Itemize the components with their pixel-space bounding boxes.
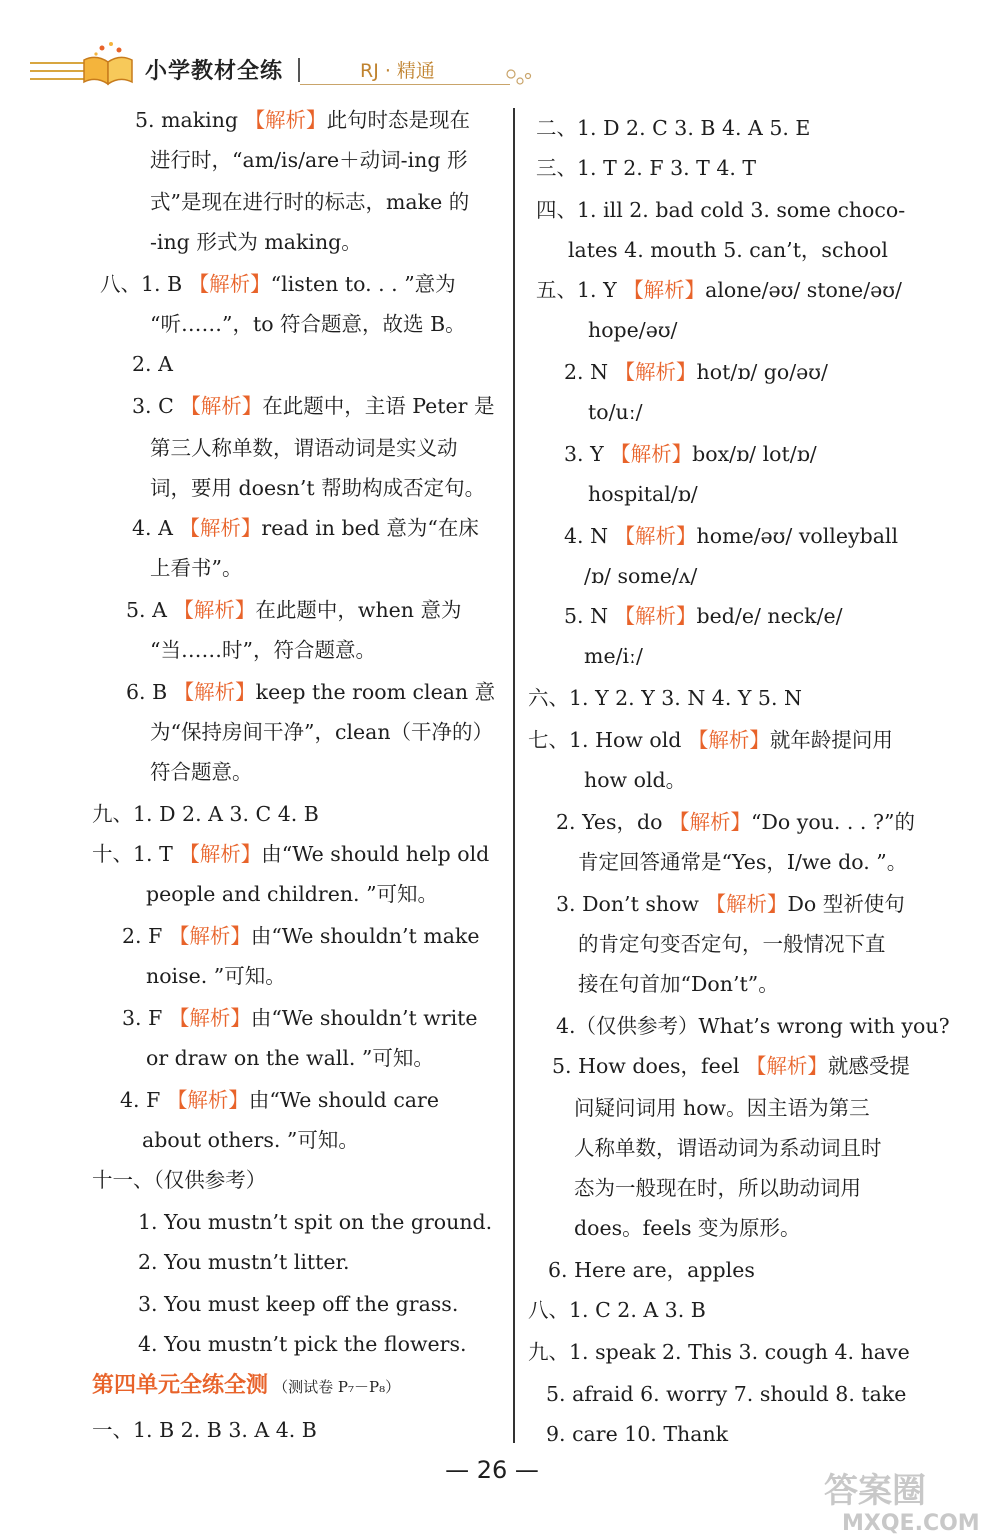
analysis-tag: 【解析】 bbox=[610, 442, 693, 466]
answer-text: 的肯定句变否定句，一般情况下直 bbox=[578, 932, 886, 956]
answer-text: 3. Y bbox=[564, 442, 611, 466]
answer-text: Do 型祈使句 bbox=[787, 892, 905, 916]
answer-text: 3. F bbox=[122, 1006, 169, 1030]
answer-line bbox=[138, 1248, 350, 1276]
answer-text: 二、1. D 2. C 3. B 4. A 5. E bbox=[536, 116, 811, 140]
answer-text: 十、1. T bbox=[92, 842, 180, 866]
answer-text: 6. B bbox=[126, 680, 174, 704]
answer-line bbox=[528, 684, 802, 712]
answer-text: 6. Here are，apples bbox=[548, 1258, 755, 1282]
answer-line bbox=[536, 196, 905, 224]
answer-text: to/uː/ bbox=[588, 400, 643, 424]
answer-line bbox=[92, 1166, 266, 1194]
answer-text: 此句时态是现在 bbox=[326, 108, 471, 132]
answer-line bbox=[564, 522, 898, 550]
answer-line bbox=[100, 270, 456, 298]
column-divider bbox=[513, 108, 515, 1443]
answer-text: 4. N bbox=[564, 524, 615, 548]
answer-text: 4.（仅供参考）What’s wrong with you? bbox=[556, 1014, 950, 1038]
answer-line bbox=[574, 1134, 882, 1162]
analysis-tag: 【解析】 bbox=[180, 394, 263, 418]
answer-line bbox=[536, 276, 902, 304]
book-icon bbox=[78, 38, 138, 88]
answer-line bbox=[126, 596, 462, 624]
answer-line bbox=[528, 726, 893, 754]
analysis-tag: 【解析】 bbox=[668, 810, 751, 834]
answer-text: 一、1. B 2. B 3. A 4. B bbox=[92, 1418, 317, 1442]
answer-line bbox=[92, 1416, 317, 1444]
answer-line bbox=[578, 848, 907, 876]
answer-text: “听……”，to 符合题意，故选 B。 bbox=[150, 312, 466, 336]
answer-text: 九、1. D 2. A 3. C 4. B bbox=[92, 802, 319, 826]
answer-line bbox=[150, 188, 469, 216]
analysis-tag: 【解析】 bbox=[179, 842, 262, 866]
answer-text: keep the room clean 意 bbox=[255, 680, 496, 704]
unit-heading-row bbox=[92, 1372, 400, 1401]
answer-text: 3. You must keep off the grass. bbox=[138, 1292, 459, 1316]
answer-line bbox=[150, 758, 253, 786]
answer-text: 5. making bbox=[135, 108, 245, 132]
answer-line bbox=[122, 1004, 478, 1032]
answer-text: 七、1. How old bbox=[528, 728, 688, 752]
answer-text: 八、1. C 2. A 3. B bbox=[528, 1298, 706, 1322]
answer-line bbox=[588, 398, 643, 426]
answer-text: 2. N bbox=[564, 360, 615, 384]
answer-line bbox=[564, 602, 843, 630]
answer-text: home/əʊ/ volleyball bbox=[696, 524, 899, 548]
answer-text: 9. care 10. Thank bbox=[546, 1422, 729, 1446]
answer-text: 2. F bbox=[122, 924, 169, 948]
analysis-tag: 【解析】 bbox=[173, 598, 256, 622]
analysis-tag: 【解析】 bbox=[244, 108, 327, 132]
answer-line bbox=[568, 236, 888, 264]
answer-text: 5. A bbox=[126, 598, 174, 622]
answer-line bbox=[574, 1214, 801, 1242]
answer-text: 3. Don’t show bbox=[556, 892, 706, 916]
answer-text: 2. Yes，do bbox=[556, 810, 669, 834]
answer-text: 式”是现在进行时的标志，make 的 bbox=[150, 190, 470, 214]
answer-line bbox=[150, 310, 466, 338]
answer-text: 5. How does，feel bbox=[552, 1054, 746, 1078]
answer-line bbox=[536, 154, 756, 182]
answer-line bbox=[584, 562, 697, 590]
answer-line bbox=[556, 808, 915, 836]
answer-text: 五、1. Y bbox=[536, 278, 624, 302]
answer-line bbox=[584, 642, 643, 670]
answer-line bbox=[132, 350, 173, 378]
answer-line bbox=[142, 1126, 359, 1154]
answer-text: or draw on the wall. ”可知。 bbox=[146, 1046, 434, 1070]
analysis-tag: 【解析】 bbox=[745, 1054, 828, 1078]
answer-line bbox=[564, 440, 817, 468]
analysis-tag: 【解析】 bbox=[188, 272, 271, 296]
header-separator bbox=[298, 58, 300, 82]
watermark-logo bbox=[812, 1466, 982, 1536]
answer-text: 人称单数，谓语动词为系动词且时 bbox=[574, 1136, 882, 1160]
answer-text: 由“We shouldn’t make bbox=[250, 924, 480, 948]
answer-line bbox=[92, 840, 489, 868]
answer-line bbox=[578, 970, 779, 998]
unit-heading-note: （测试卷 P₇－P₈） bbox=[273, 1378, 401, 1396]
answer-line bbox=[528, 1338, 910, 1366]
answer-text: box/ɒ/ lot/ɒ/ bbox=[692, 442, 817, 466]
answer-line bbox=[574, 1094, 870, 1122]
answer-text: 就年龄提问用 bbox=[769, 728, 893, 752]
answer-text: “Do you. . . ?”的 bbox=[750, 810, 915, 834]
watermark-line2: MXQE.COM bbox=[842, 1511, 980, 1536]
answer-line bbox=[552, 1052, 910, 1080]
answer-text: 在此题中，主语 Peter 是 bbox=[262, 394, 495, 418]
answer-text: noise. ”可知。 bbox=[146, 964, 286, 988]
answer-text: 4. You mustn’t pick the flowers. bbox=[138, 1332, 467, 1356]
answer-text: people and children. ”可知。 bbox=[146, 882, 439, 906]
analysis-tag: 【解析】 bbox=[166, 1088, 249, 1112]
answer-line bbox=[146, 962, 286, 990]
answer-text: 在此题中，when 意为 bbox=[255, 598, 462, 622]
answer-text: 肯定回答通常是“Yes，I/we do. ”。 bbox=[578, 850, 908, 874]
answer-text: 3. C bbox=[132, 394, 181, 418]
answer-text: about others. ”可知。 bbox=[142, 1128, 359, 1152]
answer-line bbox=[150, 434, 458, 462]
answer-line bbox=[92, 800, 319, 828]
answer-text: “listen to. . . ”意为 bbox=[270, 272, 456, 296]
answer-text: read in bed 意为“在床 bbox=[261, 516, 479, 540]
answer-text: bed/e/ neck/e/ bbox=[696, 604, 843, 628]
answer-line bbox=[578, 930, 886, 958]
answer-text: 由“We should care bbox=[248, 1088, 439, 1112]
answer-text: -ing 形式为 making。 bbox=[150, 230, 362, 254]
answer-text: 为“保持房间干净”，clean（干净的） bbox=[150, 720, 494, 744]
answer-text: 四、1. ill 2. bad cold 3. some choco- bbox=[536, 198, 906, 222]
answer-text: 4. F bbox=[120, 1088, 167, 1112]
analysis-tag: 【解析】 bbox=[705, 892, 788, 916]
answer-line bbox=[138, 1208, 492, 1236]
answer-line bbox=[548, 1256, 755, 1284]
answer-text: 2. A bbox=[132, 352, 173, 376]
analysis-tag: 【解析】 bbox=[687, 728, 770, 752]
answer-line bbox=[150, 718, 493, 746]
answer-line bbox=[528, 1296, 706, 1324]
answer-text: 接在句首加“Don’t”。 bbox=[578, 972, 779, 996]
answer-text: 1. You mustn’t spit on the ground. bbox=[138, 1210, 493, 1234]
analysis-tag: 【解析】 bbox=[179, 516, 262, 540]
answer-line bbox=[536, 114, 810, 142]
analysis-tag: 【解析】 bbox=[173, 680, 256, 704]
answer-line bbox=[135, 106, 470, 134]
answer-text: 三、1. T 2. F 3. T 4. T bbox=[536, 156, 757, 180]
answer-text: 九、1. speak 2. This 3. cough 4. have bbox=[528, 1340, 910, 1364]
analysis-tag: 【解析】 bbox=[168, 924, 251, 948]
answer-line bbox=[556, 1012, 950, 1040]
answer-text: 六、1. Y 2. Y 3. N 4. Y 5. N bbox=[528, 686, 802, 710]
answer-line bbox=[564, 358, 828, 386]
header-rule bbox=[300, 84, 510, 85]
answer-text: 就感受提 bbox=[827, 1054, 910, 1078]
answer-text: 符合题意。 bbox=[150, 760, 253, 784]
answer-line bbox=[588, 316, 677, 344]
answer-line bbox=[120, 1086, 439, 1114]
analysis-tag: 【解析】 bbox=[623, 278, 706, 302]
answer-text: lates 4. mouth 5. can’t，school bbox=[568, 238, 888, 262]
answer-line bbox=[150, 636, 376, 664]
analysis-tag: 【解析】 bbox=[614, 524, 697, 548]
analysis-tag: 【解析】 bbox=[614, 604, 697, 628]
answer-text: hospital/ɒ/ bbox=[588, 482, 698, 506]
answer-line bbox=[546, 1380, 906, 1408]
answer-text: 问疑问词用 how。因主语为第三 bbox=[574, 1096, 870, 1120]
analysis-tag: 【解析】 bbox=[614, 360, 697, 384]
answer-text: 进行时，“am/is/are＋动词-ing 形 bbox=[150, 148, 468, 172]
answer-text: 八、1. B bbox=[100, 272, 189, 296]
answer-line bbox=[132, 392, 495, 420]
header-edition: RJ · 精通 bbox=[360, 60, 435, 82]
answer-text: /ɒ/ some/ʌ/ bbox=[584, 564, 698, 588]
answer-line bbox=[132, 514, 479, 542]
answer-text: 上看书”。 bbox=[150, 556, 243, 580]
answer-text: 5. afraid 6. worry 7. should 8. take bbox=[546, 1382, 907, 1406]
answer-text: 十一、（仅供参考） bbox=[92, 1168, 267, 1192]
answer-line bbox=[146, 1044, 434, 1072]
answer-line bbox=[574, 1174, 861, 1202]
answer-text: “当……时”，符合题意。 bbox=[150, 638, 376, 662]
answer-line bbox=[546, 1420, 728, 1448]
header-title: 小学教材全练 bbox=[145, 59, 284, 84]
answer-line bbox=[122, 922, 480, 950]
answer-text: 态为一般现在时，所以助动词用 bbox=[574, 1176, 861, 1200]
answer-text: 由“We should help old bbox=[261, 842, 490, 866]
analysis-tag: 【解析】 bbox=[168, 1006, 251, 1030]
answer-text: 由“We shouldn’t write bbox=[250, 1006, 478, 1030]
answer-line bbox=[150, 554, 242, 582]
answer-text: 第三人称单数，谓语动词是实义动 bbox=[150, 436, 458, 460]
answer-text: me/iː/ bbox=[584, 644, 643, 668]
answer-line bbox=[138, 1330, 466, 1358]
answer-text: 2. You mustn’t litter. bbox=[138, 1250, 350, 1274]
unit-heading: 第四单元全练全测 bbox=[92, 1373, 269, 1398]
answer-line bbox=[556, 890, 905, 918]
answer-text: hot/ɒ/ go/əʊ/ bbox=[696, 360, 828, 384]
answer-text: 词，要用 doesn’t 帮助构成否定句。 bbox=[150, 476, 486, 500]
answer-text: how old。 bbox=[584, 768, 687, 792]
page-header bbox=[0, 0, 984, 96]
answer-line bbox=[150, 146, 468, 174]
answer-text: does。feels 变为原形。 bbox=[574, 1216, 801, 1240]
answer-line bbox=[146, 880, 438, 908]
answer-line bbox=[150, 474, 485, 502]
answer-text: 5. N bbox=[564, 604, 615, 628]
answer-text: alone/əʊ/ stone/əʊ/ bbox=[705, 278, 902, 302]
answer-text: 4. A bbox=[132, 516, 180, 540]
answer-line bbox=[584, 766, 686, 794]
answer-text: hope/əʊ/ bbox=[588, 318, 678, 342]
answer-line bbox=[150, 228, 362, 256]
answer-line bbox=[138, 1290, 458, 1318]
answer-line bbox=[126, 678, 495, 706]
watermark-line1: 答案圈 bbox=[824, 1471, 926, 1511]
answer-line bbox=[588, 480, 698, 508]
header-bubbles-icon bbox=[505, 68, 533, 88]
page-number: — 26 — bbox=[445, 1456, 539, 1484]
